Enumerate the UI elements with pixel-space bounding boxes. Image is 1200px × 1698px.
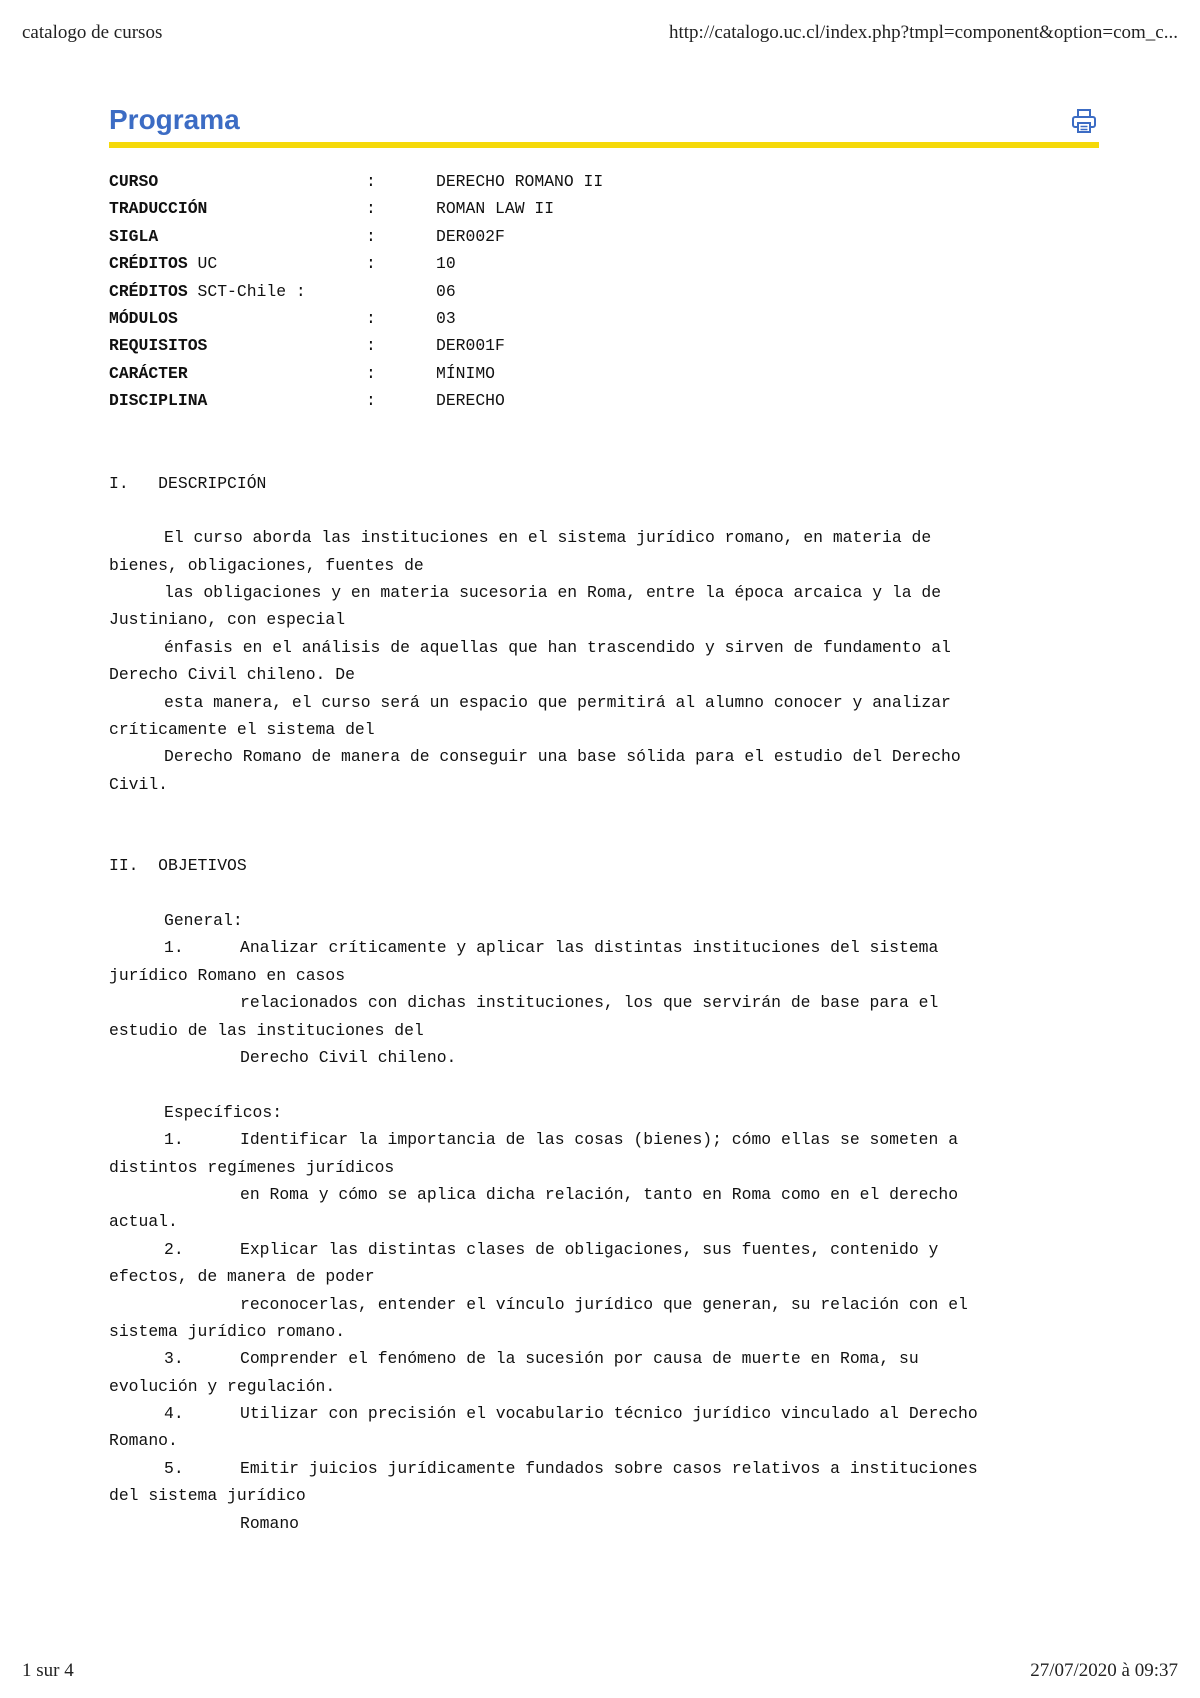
objective-line: en Roma y cómo se aplica dicha relación, tanto en Roma como en el derecho [240, 1184, 959, 1204]
description-line: Justiniano, con especial [109, 610, 346, 630]
objective-item [109, 1236, 1099, 1263]
field-row [109, 278, 1099, 305]
objective-number: 4. [164, 1404, 184, 1424]
print-header-url: http://catalogo.uc.cl/index.php?tmpl=component&option=com_c... [669, 22, 1178, 43]
print-header [22, 22, 1178, 44]
description-line: énfasis en el análisis de aquellas que han trascendido y sirven de fundamento al [164, 637, 951, 657]
field-value: 03 [436, 308, 456, 328]
field-value: DERECHO [436, 391, 505, 411]
field-colon: : [366, 199, 376, 219]
objective-text: Identificar la importancia de las cosas (bienes); cómo ellas se someten a [240, 1130, 959, 1150]
field-value: DERECHO ROMANO II [436, 172, 604, 191]
description-line: críticamente el sistema del [109, 720, 375, 740]
field-colon: : [366, 308, 376, 328]
field-label [109, 360, 366, 387]
title-row [109, 100, 1099, 148]
description-line: bienes, obligaciones, fuentes de [109, 555, 424, 575]
field-label-bold: CURSO [109, 172, 159, 191]
field-label [109, 223, 366, 250]
field-label-bold: REQUISITOS [109, 336, 208, 356]
print-footer [22, 1660, 1178, 1682]
field-label-bold: CARÁCTER [109, 363, 188, 383]
page-counter: 1 sur 4 [22, 1660, 74, 1681]
field-value: DER002F [436, 226, 505, 246]
specific-objectives [109, 1126, 1099, 1537]
description-line: Derecho Civil chileno. De [109, 665, 355, 685]
objective-line: actual. [109, 1212, 178, 1232]
objective-line: reconocerlas, entender el vínculo jurídico que generan, su relación con el [240, 1294, 968, 1314]
print-header-title: catalogo de cursos [22, 22, 163, 43]
objective-line: sistema jurídico romano. [109, 1321, 346, 1341]
description-body [109, 524, 1099, 798]
field-colon: : [366, 391, 376, 411]
field-label-rest: SCT-Chile : [187, 281, 306, 301]
objective-number: 2. [164, 1239, 184, 1259]
field-row [109, 250, 1099, 277]
field-label-bold: DISCIPLINA [109, 391, 208, 411]
objective-number: 3. [164, 1349, 184, 1369]
description-line: Civil. [109, 774, 169, 794]
objective-line: distintos regímenes jurídicos [109, 1157, 395, 1177]
field-colon: : [366, 226, 376, 246]
course-fields [109, 168, 1099, 415]
objective-line: del sistema jurídico [109, 1486, 306, 1506]
field-row [109, 360, 1099, 387]
objective-number: 1. [164, 1130, 184, 1150]
field-row [109, 195, 1099, 222]
field-label-bold: SIGLA [109, 226, 159, 246]
objective-item [109, 1345, 1099, 1372]
field-row [109, 223, 1099, 250]
field-label [109, 305, 366, 332]
field-label [109, 250, 366, 277]
field-value: DER001F [436, 336, 505, 356]
general-label: General: [164, 911, 243, 931]
description-line: esta manera, el curso será un espacio que permitirá al alumno conocer y analizar [164, 692, 951, 712]
objective-line: relacionados con dichas instituciones, los que servirán de base para el [240, 993, 939, 1013]
objective-item [109, 1455, 1099, 1482]
description-line: Derecho Romano de manera de conseguir una base sólida para el estudio del Derecho [164, 747, 961, 767]
objective-item [109, 934, 1099, 961]
field-label-bold: CRÉDITOS [109, 281, 188, 301]
field-colon: : [366, 363, 376, 383]
field-label [109, 278, 366, 305]
field-label-bold: TRADUCCIÓN [109, 199, 208, 219]
objective-text: Utilizar con precisión el vocabulario técnico jurídico vinculado al Derecho [240, 1404, 978, 1424]
field-label [109, 168, 366, 195]
general-objectives [109, 934, 1099, 1071]
objective-line: efectos, de manera de poder [109, 1267, 375, 1287]
field-row [109, 332, 1099, 359]
objective-line: Derecho Civil chileno. [240, 1047, 457, 1067]
field-label [109, 387, 366, 414]
objective-number: 5. [164, 1458, 184, 1478]
page-title: Programa [109, 104, 240, 135]
objective-item [109, 1400, 1099, 1427]
field-colon: : [366, 254, 376, 274]
printer-icon[interactable] [1071, 108, 1097, 134]
field-value: MÍNIMO [436, 363, 496, 383]
field-label-bold: CRÉDITOS [109, 254, 188, 274]
objective-text: Analizar críticamente y aplicar las distintas instituciones del sistema [240, 938, 939, 958]
objective-item [109, 1126, 1099, 1153]
field-value: 10 [436, 254, 456, 274]
field-colon: : [366, 172, 376, 191]
objective-text: Comprender el fenómeno de la sucesión por causa de muerte en Roma, su [240, 1349, 919, 1369]
objective-text: Emitir juicios jurídicamente fundados sobre casos relativos a instituciones [240, 1458, 978, 1478]
objective-line: jurídico Romano en casos [109, 965, 346, 985]
objective-line: Romano [240, 1513, 300, 1533]
objective-number: 1. [164, 938, 184, 958]
field-row [109, 387, 1099, 414]
print-timestamp: 27/07/2020 à 09:37 [1030, 1660, 1178, 1681]
program-page [109, 100, 1099, 1537]
field-colon: : [366, 336, 376, 356]
description-line: las obligaciones y en materia sucesoria en Roma, entre la época arcaica y la de [164, 583, 942, 603]
field-label [109, 195, 366, 222]
section-objectives-heading: II. OBJETIVOS [109, 856, 247, 876]
field-colon [366, 278, 436, 305]
objective-line: estudio de las instituciones del [109, 1020, 424, 1040]
field-row [109, 168, 1099, 195]
objective-text: Explicar las distintas clases de obligaciones, sus fuentes, contenido y [240, 1239, 939, 1259]
section-description-heading: I. DESCRIPCIÓN [109, 473, 267, 493]
objective-line: evolución y regulación. [109, 1376, 336, 1396]
field-value: ROMAN LAW II [436, 199, 555, 219]
objective-line: Romano. [109, 1431, 178, 1451]
description-line: El curso aborda las instituciones en el sistema jurídico romano, en materia de [164, 528, 932, 548]
field-label-rest: UC [187, 254, 218, 274]
field-label-bold: MÓDULOS [109, 308, 178, 328]
specific-label: Específicos: [164, 1102, 283, 1122]
field-row [109, 305, 1099, 332]
field-value: 06 [436, 281, 456, 301]
field-label [109, 332, 366, 359]
